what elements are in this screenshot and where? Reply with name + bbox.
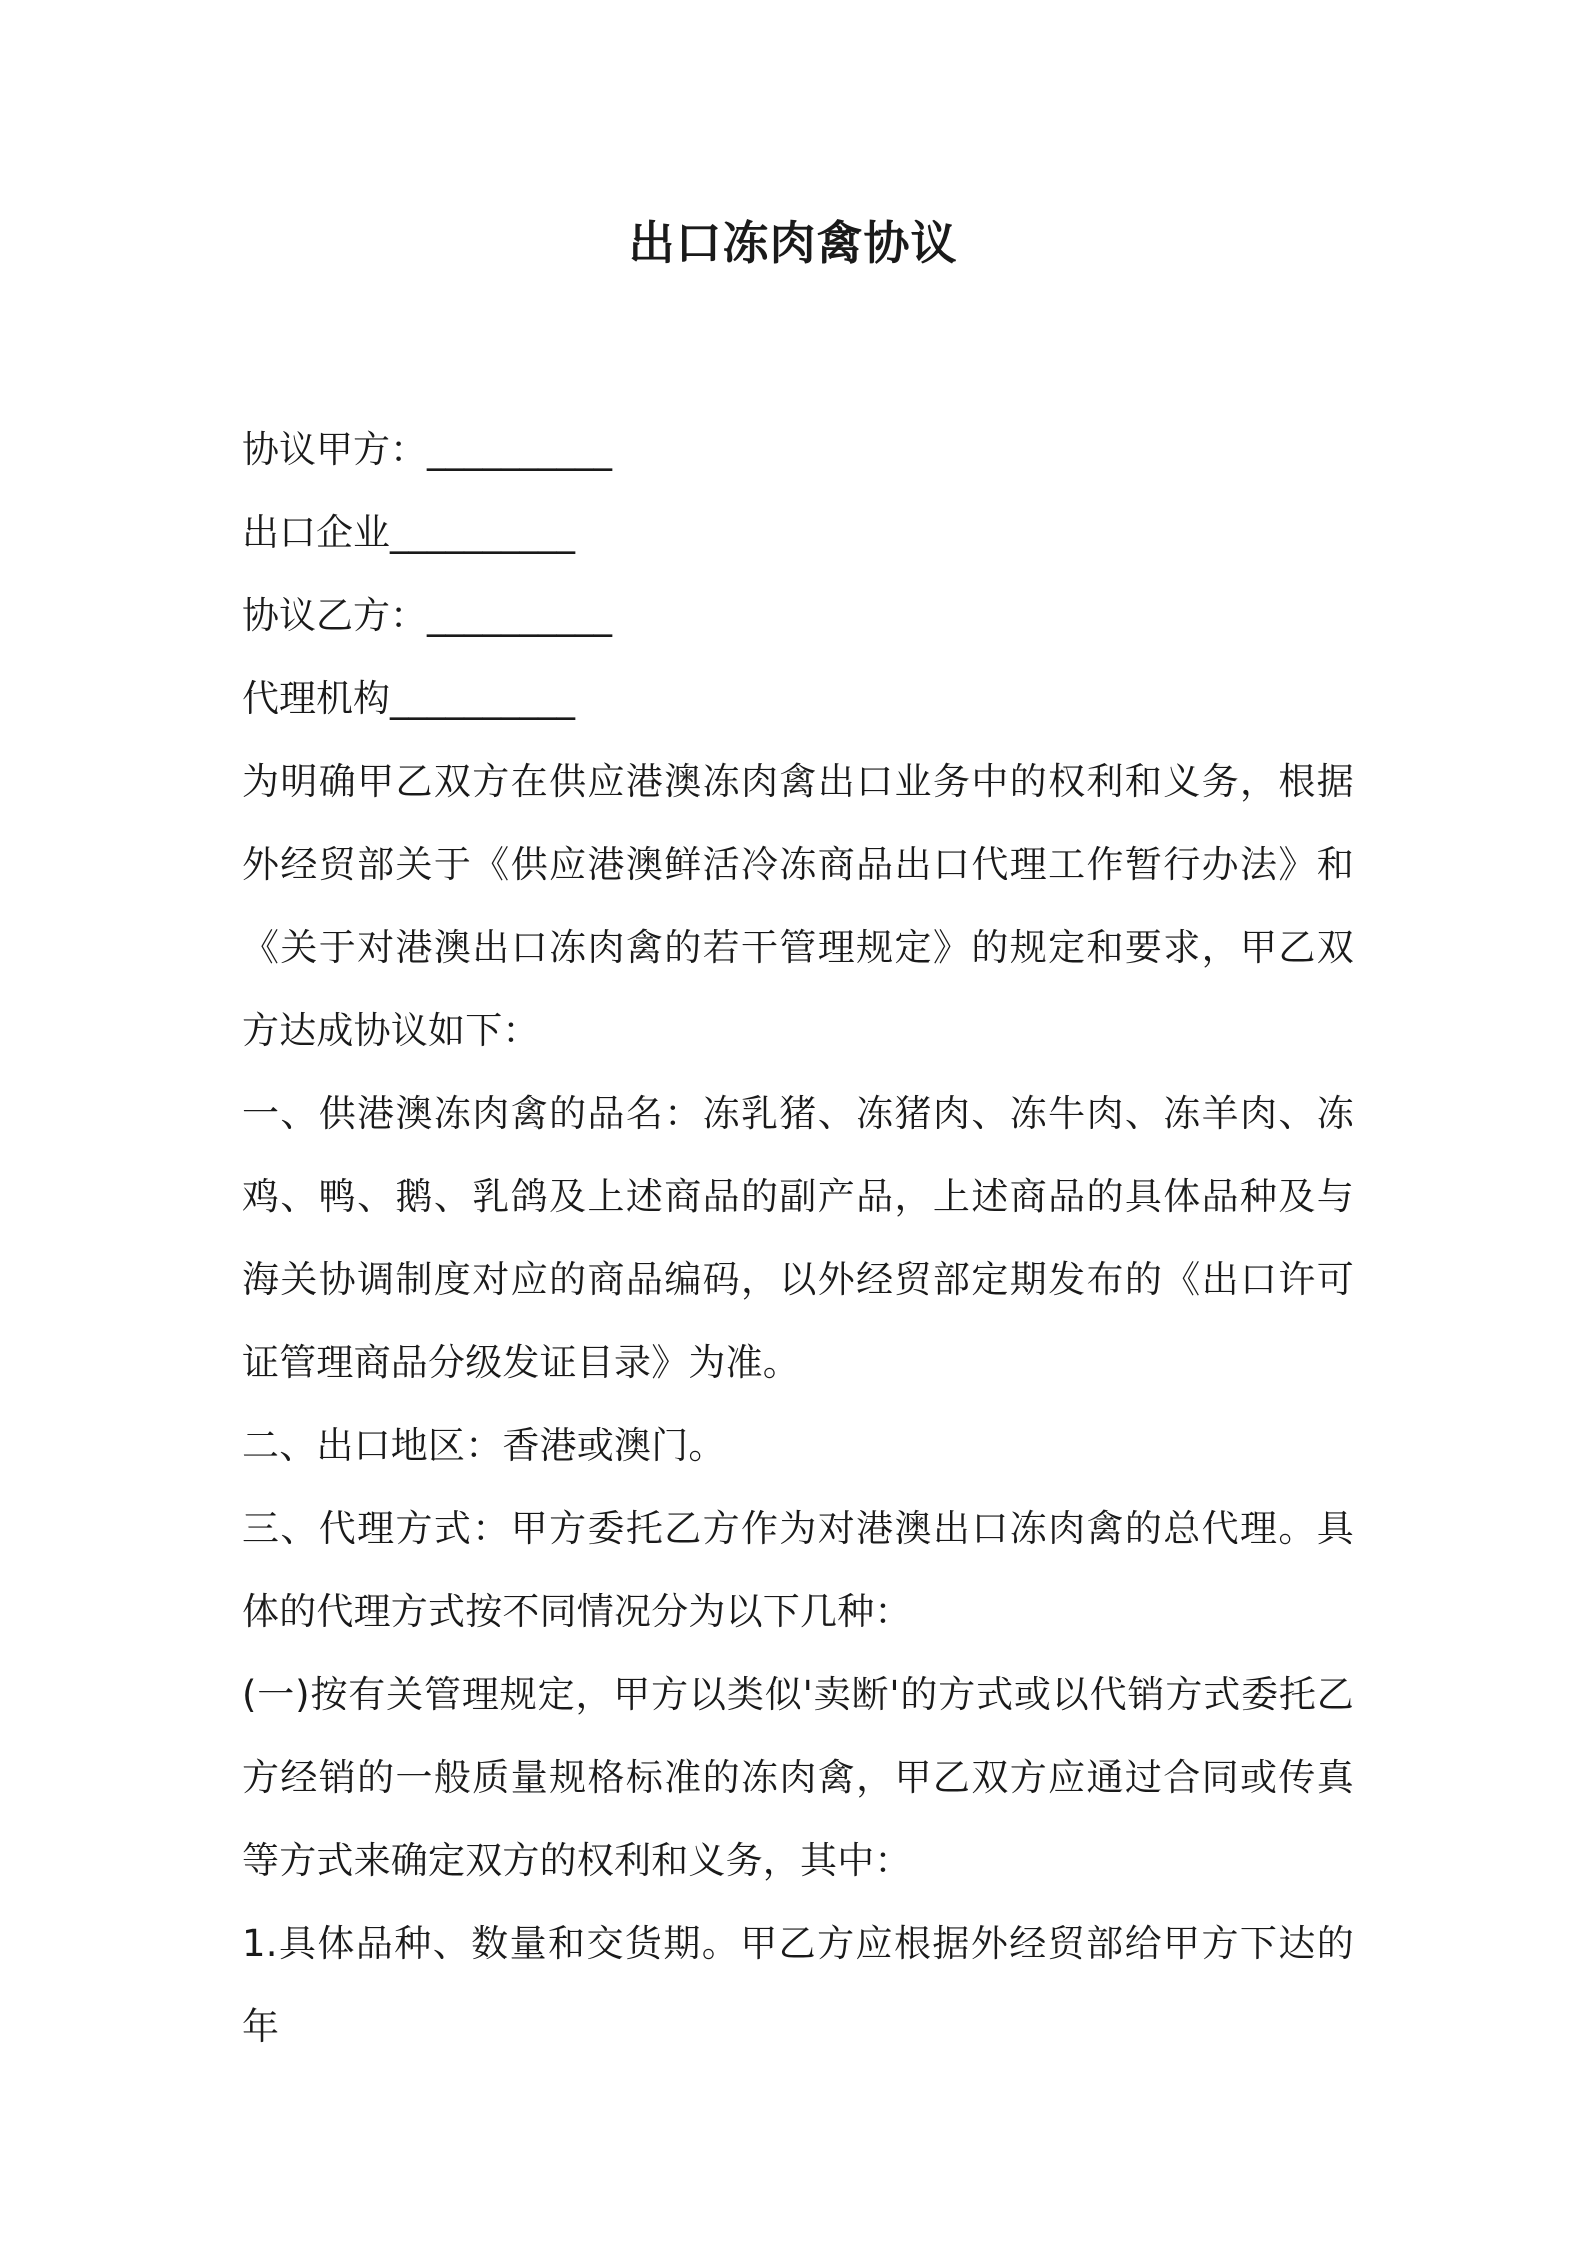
document-title: 出口冻肉禽协议 xyxy=(628,216,958,270)
clause-1-product-names: 一、供港澳冻肉禽的品名：冻乳猪、冻猪肉、冻牛肉、冻羊肉、冻鸡、鸭、鹅、乳鸽及上述商品的副产品，上述商品的具体品种及与海关协调制度对应的商品编码，以外经贸部定期发布的《出口许可证管理商品分级发证目录》为准。 xyxy=(242,1092,1354,1384)
clause-3-1-item-1: 1.具体品种、数量和交货期。甲乙方应根据外经贸部给甲方下达的年 xyxy=(242,1922,1354,2048)
preamble-paragraph: 为明确甲乙双方在供应港澳冻肉禽出口业务中的权利和义务，根据外经贸部关于《供应港澳鲜活冷冻商品出口代理工作暂行办法》和《关于对港澳出口冻肉禽的若干管理规定》的规定和要求，甲乙双方达成协议如下： xyxy=(242,760,1354,1052)
agency-line: 代理机构__________ xyxy=(242,677,575,720)
document-body xyxy=(242,408,1354,2068)
clause-2-export-region: 二、出口地区：香港或澳门。 xyxy=(242,1424,726,1467)
party-b-line: 协议乙方：__________ xyxy=(242,594,612,637)
clause-3-agency-method: 三、代理方式：甲方委托乙方作为对港澳出口冻肉禽的总代理。具体的代理方式按不同情况分为以下几种： xyxy=(242,1507,1354,1633)
exporter-line: 出口企业__________ xyxy=(242,511,575,554)
party-a-line: 协议甲方：__________ xyxy=(242,428,612,471)
clause-3-1-subsection: (一)按有关管理规定，甲方以类似'卖断'的方式或以代销方式委托乙方经销的一般质量规格标准的冻肉禽，甲乙双方应通过合同或传真等方式来确定双方的权利和义务，其中： xyxy=(242,1673,1354,1882)
